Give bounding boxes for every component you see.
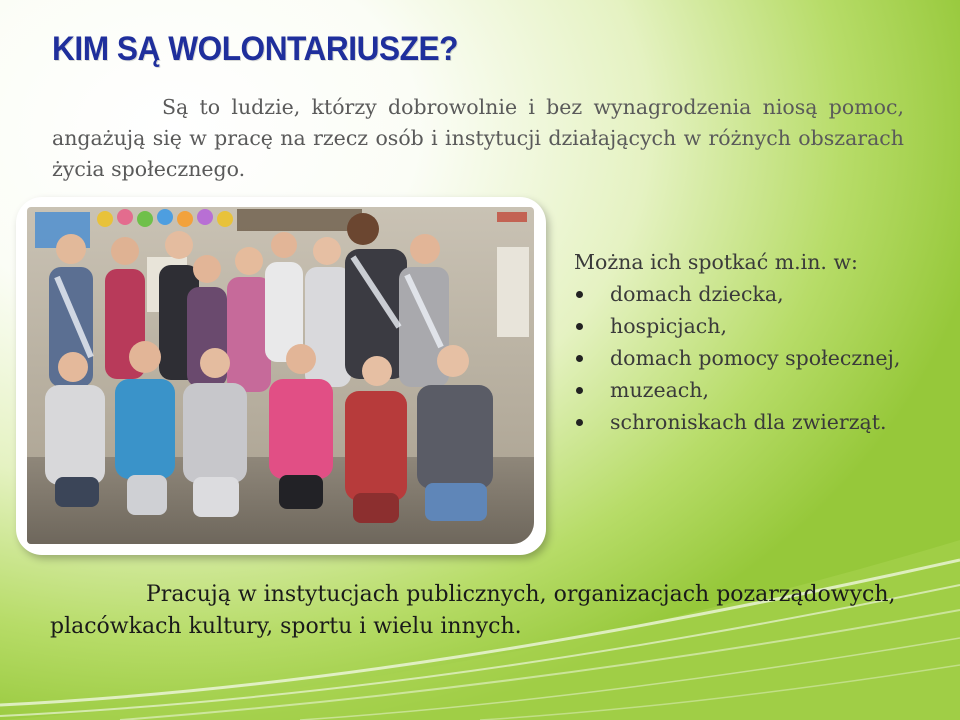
slide-title: KIM SĄ WOLONTARIUSZE? (52, 30, 458, 68)
bullet-icon (576, 355, 583, 362)
bullet-icon (576, 291, 583, 298)
places-list-section (574, 246, 900, 438)
list-item (574, 310, 900, 342)
list-item (574, 278, 900, 310)
group-photo-illustration (27, 207, 534, 544)
volunteers-group-photo (27, 207, 534, 544)
intro-paragraph: Są to ludzie, którzy dobrowolnie i bez wynagrodzenia niosą pomoc, angażują się w pracę na rzecz osób i instytucji działających w różnych obszarach życia społecznego. (52, 95, 904, 181)
list-item (574, 406, 900, 438)
list-item-label: schroniskach dla zwierząt. (610, 410, 887, 434)
bullet-icon (576, 419, 583, 426)
list-item-label: hospicjach, (610, 314, 728, 338)
places-lead: Można ich spotkać m.in. w: (574, 250, 858, 274)
bullet-icon (576, 323, 583, 330)
places-list (574, 278, 900, 438)
closing-paragraph: Pracują w instytucjach publicznych, organizacjach pozarządowych, placówkach kultury, sportu i wielu innych. (50, 582, 896, 639)
list-item-label: domach dziecka, (610, 282, 784, 306)
list-item (574, 374, 900, 406)
bullet-icon (576, 387, 583, 394)
list-item-label: muzeach, (610, 378, 709, 402)
list-item (574, 342, 900, 374)
list-item-label: domach pomocy społecznej, (610, 346, 901, 370)
